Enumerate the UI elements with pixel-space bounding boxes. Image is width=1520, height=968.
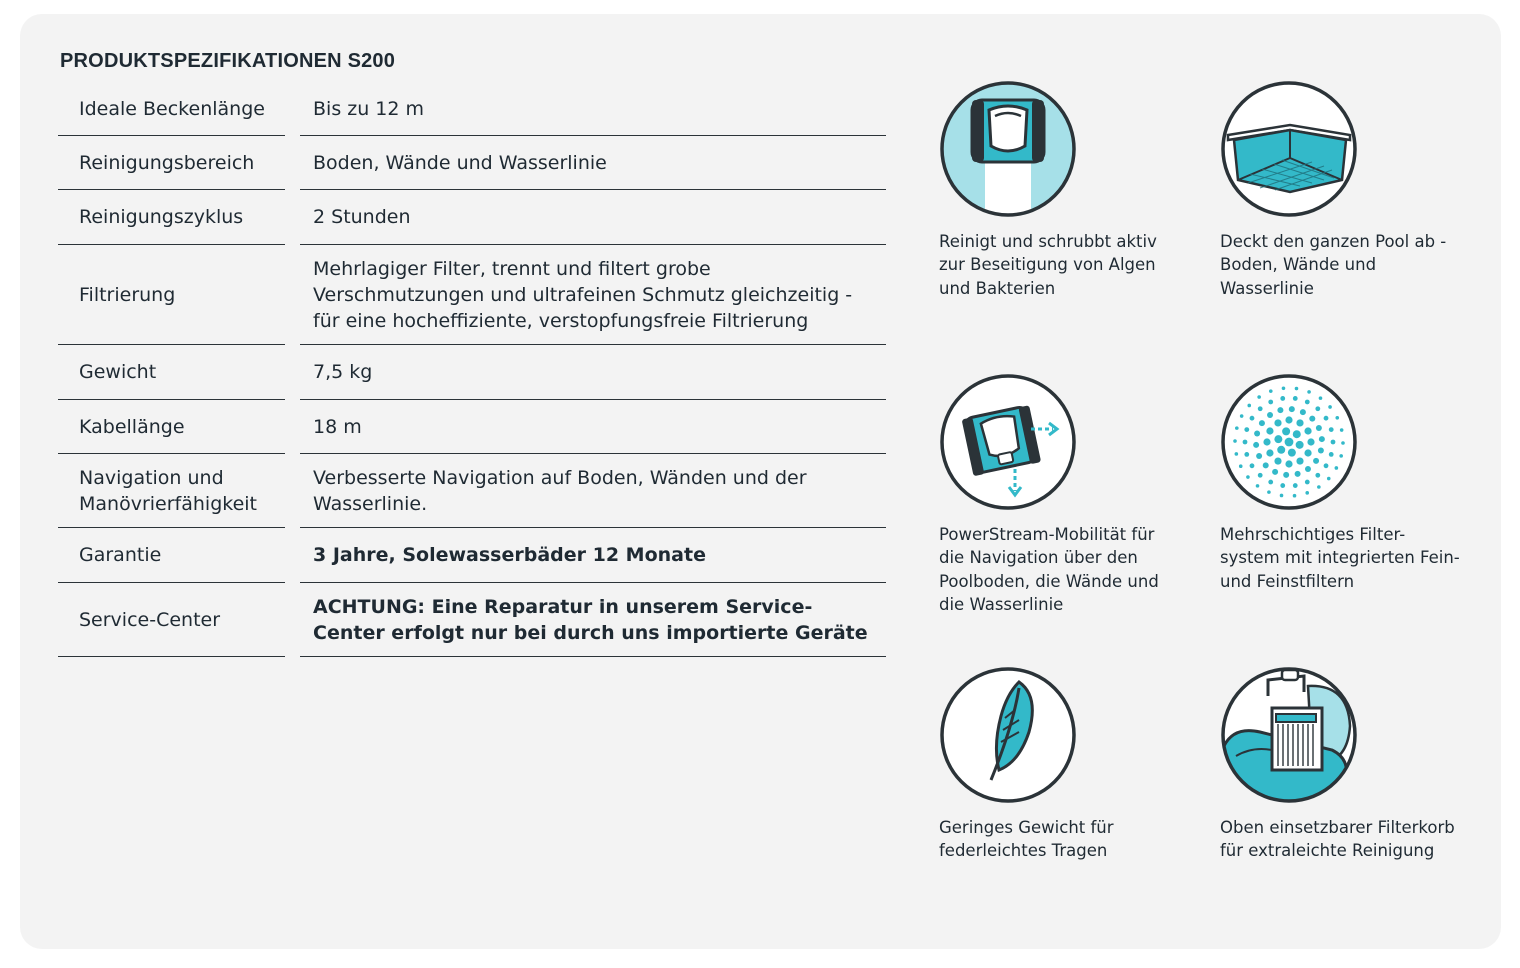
filter-dot — [1256, 453, 1262, 459]
filter-dot — [1305, 400, 1310, 405]
filter-dot — [1247, 404, 1251, 408]
filter-dot — [1319, 396, 1323, 400]
filter-dot — [1305, 480, 1310, 485]
filter-dot — [1285, 460, 1292, 467]
filter-dot — [1296, 457, 1303, 464]
filter-dot — [1239, 464, 1243, 468]
filter-dot — [1263, 462, 1269, 468]
table-row — [58, 583, 886, 657]
filter-dot — [1235, 426, 1239, 430]
filter-dot — [1304, 449, 1311, 456]
filter-dot — [1256, 484, 1260, 488]
spec-label: Reinigungsbereich — [58, 136, 285, 190]
filter-dot — [1327, 477, 1331, 481]
spec-value: 18 m — [300, 400, 886, 454]
filter-dot — [1277, 407, 1283, 413]
filter-dot — [1309, 416, 1315, 422]
spec-value: Bis zu 12 m — [300, 82, 886, 136]
filter-dot — [1296, 419, 1303, 426]
filter-dot — [1293, 430, 1301, 438]
table-row — [58, 454, 886, 528]
filter-basket-icon — [1220, 666, 1358, 804]
feature-caption: PowerStream-Mobilität für die Navigation über den Poolboden, die Wände und die Wasserlinie — [939, 525, 1159, 614]
feature-caption: Mehrschichtiges Filter-system mit integrierten Fein- und Feinstfiltern — [1220, 525, 1460, 591]
filter-dot — [1269, 389, 1273, 393]
filter-dot — [1233, 439, 1237, 443]
filter-dot — [1335, 466, 1339, 470]
filter-dot — [1293, 494, 1297, 498]
filter-dot — [1277, 446, 1285, 454]
filter-dot — [1324, 463, 1329, 468]
pool-coverage-icon — [1220, 80, 1358, 218]
table-row — [58, 82, 886, 136]
filter-dot — [1331, 440, 1336, 445]
page-title: PRODUKTSPEZIFIKATIONEN S200 — [60, 50, 396, 72]
filter-dot — [1254, 431, 1260, 437]
spec-value: ACHTUNG: Eine Reparatur in unserem Service-Center erfolgt nur bei durch uns importierte Geräte — [300, 583, 886, 657]
multilayer-filter-icon — [1220, 373, 1358, 511]
filter-dot — [1268, 400, 1273, 405]
spec-value: 7,5 kg — [300, 345, 886, 400]
filter-dot — [1340, 428, 1344, 432]
filter-dot — [1295, 387, 1299, 391]
filter-dot — [1329, 427, 1334, 432]
filter-dot — [1335, 416, 1339, 420]
filter-dot — [1307, 390, 1311, 394]
filter-dot — [1282, 386, 1286, 390]
filter-dot — [1244, 452, 1249, 457]
spec-value: 3 Jahre, Solewasserbäder 12 Monate — [300, 528, 886, 583]
filter-dot — [1258, 406, 1263, 411]
filter-dot — [1317, 485, 1321, 489]
spec-label: Service-Center — [58, 583, 285, 657]
filter-dot — [1304, 427, 1311, 434]
spec-label: Filtrierung — [58, 245, 285, 345]
feature-caption: Geringes Gewicht für federleichtes Tragen — [939, 818, 1114, 861]
feature-caption: Deckt den ganzen Pool ab - Boden, Wände und Wasserlinie — [1220, 232, 1447, 298]
filter-dot — [1253, 442, 1259, 448]
filter-dot — [1315, 406, 1320, 411]
filter-dot — [1285, 416, 1292, 423]
spec-label: Reinigungszyklus — [58, 190, 285, 245]
filter-dot — [1267, 412, 1273, 418]
filter-dot — [1289, 406, 1295, 412]
filter-dot — [1300, 409, 1306, 415]
filter-dot — [1240, 414, 1244, 418]
feather-icon — [939, 666, 1077, 804]
filter-dot — [1283, 472, 1289, 478]
spec-value: Mehrlagiger Filter, trennt und filtert grobe Verschmutzungen und ultrafeinen Schmutz gleichzeitig - für eine hocheffiziente, verstopfungsfreie Filtrierung — [300, 245, 886, 345]
filter-dot — [1316, 425, 1322, 431]
filter-dot — [1235, 452, 1239, 456]
filter-dot — [1258, 473, 1263, 478]
filter-dot — [1244, 427, 1249, 432]
spec-label: Navigation und Manövrierfähigkeit — [58, 454, 285, 528]
filter-dot — [1282, 427, 1290, 435]
spec-value: Verbesserte Navigation auf Boden, Wänden und der Wasserlinie. — [300, 454, 886, 528]
spec-label: Garantie — [58, 528, 285, 583]
filter-dot — [1268, 480, 1273, 485]
filter-dot — [1341, 441, 1345, 445]
filter-dot — [1243, 440, 1248, 445]
filter-dot — [1274, 457, 1281, 464]
filter-dot — [1250, 463, 1255, 468]
filter-dot — [1319, 436, 1325, 442]
spec-label: Ideale Beckenlänge — [58, 82, 285, 136]
filter-dot — [1324, 416, 1329, 421]
filter-dot — [1257, 395, 1261, 399]
filter-dot — [1259, 420, 1265, 426]
filter-dot — [1293, 483, 1298, 488]
filter-dot — [1329, 452, 1334, 457]
filter-dot — [1318, 447, 1324, 453]
filter-dot — [1285, 438, 1294, 447]
filter-dot — [1307, 438, 1314, 445]
filter-dot — [1274, 419, 1281, 426]
feature-caption: Reinigt und schrubbt aktiv zur Beseitigung von Algen und Bakterien — [939, 232, 1157, 298]
filter-dot — [1246, 475, 1250, 479]
table-row — [58, 245, 886, 345]
filter-dot — [1274, 435, 1282, 443]
spec-table — [58, 82, 886, 657]
filter-dot — [1280, 396, 1285, 401]
filter-dot — [1263, 438, 1270, 445]
filter-dot — [1315, 473, 1320, 478]
robot-scrub-icon — [939, 80, 1077, 218]
spec-label: Gewicht — [58, 345, 285, 400]
table-row — [58, 136, 886, 190]
filter-dot — [1328, 405, 1332, 409]
filter-dot — [1272, 469, 1278, 475]
filter-dot — [1266, 427, 1273, 434]
filter-dot — [1267, 490, 1271, 494]
filter-dot — [1293, 396, 1298, 401]
filter-dot — [1305, 466, 1311, 472]
filter-dot — [1296, 441, 1304, 449]
table-row — [58, 528, 886, 583]
filter-dot — [1266, 449, 1273, 456]
feature-caption: Oben einsetzbarer Filterkorb für extraleichte Reinigung — [1220, 818, 1455, 861]
filter-dot — [1280, 494, 1284, 498]
table-row — [58, 400, 886, 454]
filter-dot — [1295, 471, 1301, 477]
filter-dot — [1288, 449, 1296, 457]
spec-value: 2 Stunden — [300, 190, 886, 245]
filter-dot — [1250, 416, 1255, 421]
filter-dot — [1313, 458, 1319, 464]
powerstream-mobility-icon — [939, 373, 1077, 511]
filter-dot — [1339, 454, 1343, 458]
spec-value: Boden, Wände und Wasserlinie — [300, 136, 886, 190]
table-row — [58, 345, 886, 400]
filter-dot — [1305, 491, 1309, 495]
filter-dot — [1280, 483, 1285, 488]
spec-label: Kabellänge — [58, 400, 285, 454]
table-row — [58, 190, 886, 245]
